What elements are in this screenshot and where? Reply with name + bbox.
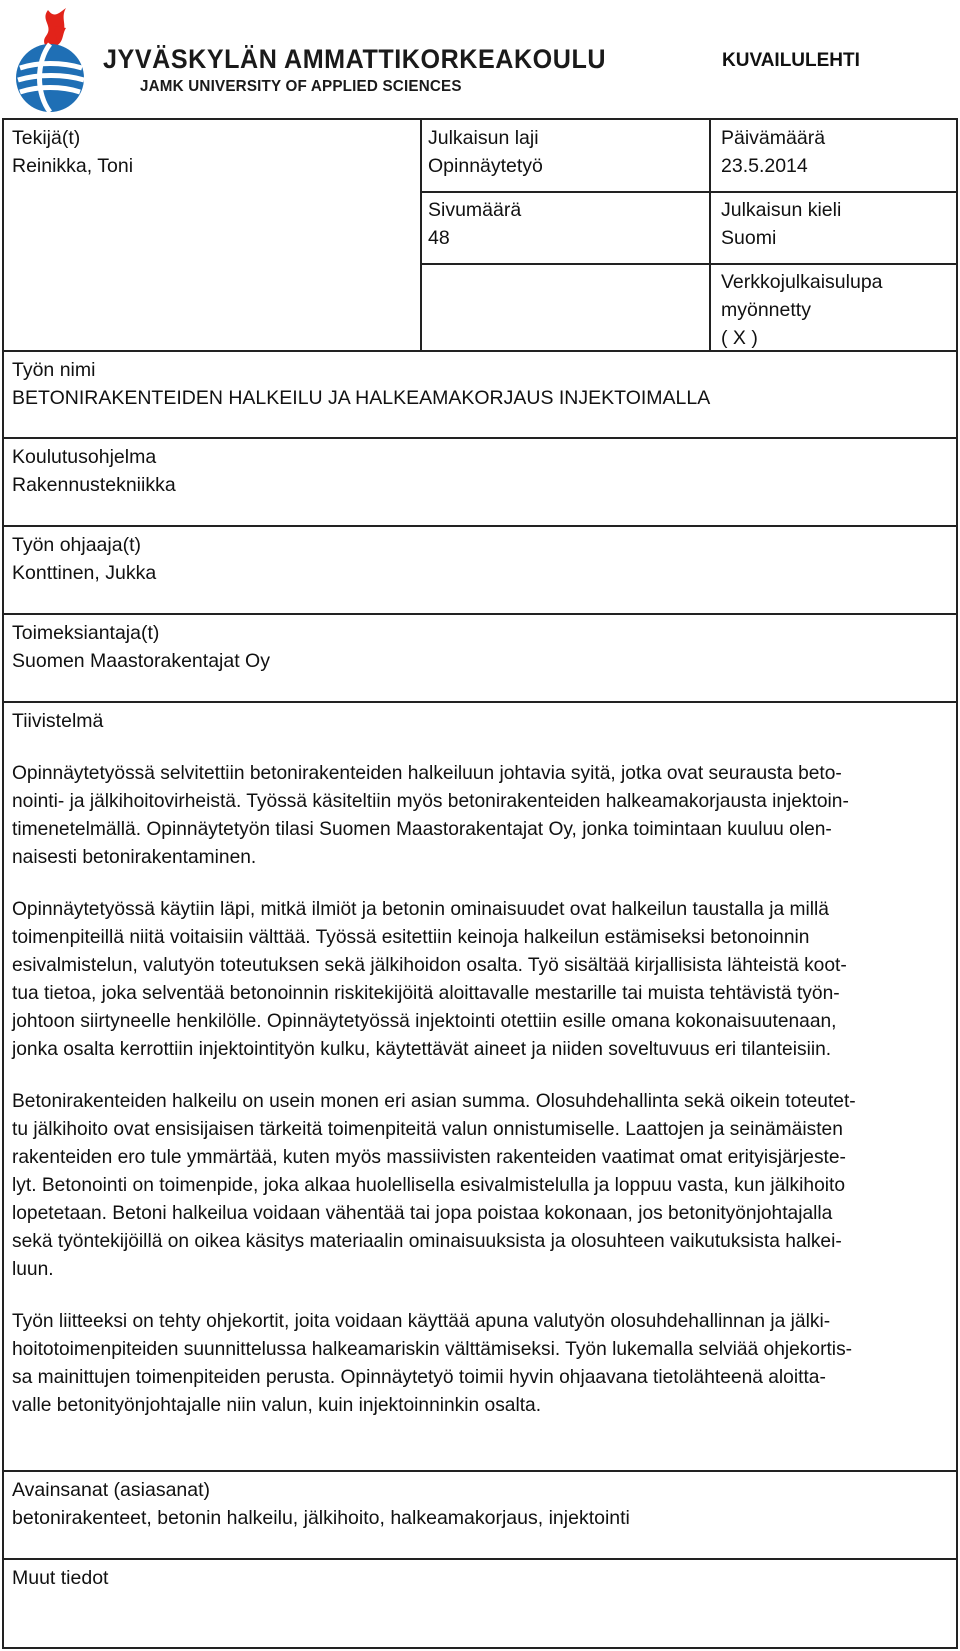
author-value: Reinikka, Toni — [12, 155, 134, 177]
abstract-line: timenetelmällä. Opinnäytetyön tilasi Suomen Maastorakentajat Oy, jonka toimintaan kuuluu olen- — [12, 819, 832, 840]
keywords-label: Avainsanat (asiasanat) — [12, 1479, 211, 1501]
commissioner-value: Suomen Maastorakentajat Oy — [12, 650, 270, 672]
commissioner-field — [12, 619, 270, 675]
logo-name-text: JYVÄSKYLÄN AMMATTIKORKEAKOULU — [103, 44, 607, 74]
other-info-label: Muut tiedot — [12, 1567, 109, 1589]
thesis-title-value: BETONIRAKENTEIDEN HALKEILU JA HALKEAMAKORJAUS INJEKTOIMALLA — [12, 387, 711, 409]
document-type-title: KUVAILULEHTI — [722, 50, 860, 71]
thesis-title-label: Työn nimi — [12, 359, 96, 381]
abstract-line: sekä työntekijöillä on oikea käsitys materiaalin ominaisuuksista ja olosuhteen vaikutuksista halkei- — [12, 1231, 842, 1252]
abstract-line: rakenteiden ero tule ymmärtää, kuten myös massiivisten rakenteiden vaatimat omat erityisjärjeste- — [12, 1147, 846, 1168]
programme-value: Rakennustekniikka — [12, 474, 176, 496]
publication-type-field — [428, 124, 543, 180]
abstract-line: lopetetaan. Betoni halkeilua voidaan vähentää tai jopa poistaa kokonaan, jos betonityönjohtajalla — [12, 1203, 833, 1224]
abstract-label: Tiivistelmä — [12, 710, 104, 732]
abstract-line: tua tietoa, joka selventää betonoinnin riskitekijöitä aloittavalle mestarille tai muista tehtävistä työn- — [12, 983, 840, 1004]
abstract-line: Opinnäytetyössä selvitettiin betonirakenteiden halkeiluun johtavia syitä, jotka ovat seurausta beto- — [12, 763, 842, 784]
author-field — [12, 124, 133, 180]
abstract-line: Betonirakenteiden halkeilu on usein monen eri asian summa. Olosuhdehallinta sekä oikein toteutet- — [12, 1091, 856, 1112]
page-count-value: 48 — [428, 227, 450, 249]
online-publication-field — [721, 268, 883, 352]
date-value: 23.5.2014 — [721, 155, 808, 177]
abstract-line: nointi- ja jälkihoitovirheistä. Työssä käsiteltiin myös betonirakenteiden halkeamakorjausta injektoin- — [12, 791, 849, 812]
page-count-field — [428, 196, 521, 252]
supervisor-label: Työn ohjaaja(t) — [12, 534, 141, 556]
programme-label: Koulutusohjelma — [12, 446, 157, 468]
language-label: Julkaisun kieli — [721, 199, 842, 221]
abstract-line: luun. — [12, 1259, 54, 1280]
abstract-line: toimenpiteillä niitä voitaisiin välttää. Työssä esitettiin keinoja halkeilun estämiseksi betonoinnin — [12, 927, 810, 948]
language-value: Suomi — [721, 227, 777, 249]
abstract-line: hoitotoimenpiteiden suunnittelussa halkeamariskin välttämiseksi. Työn lukemalla selviää ohjekortis- — [12, 1339, 853, 1360]
programme-field — [12, 443, 176, 499]
supervisor-value: Konttinen, Jukka — [12, 562, 157, 584]
abstract-line: tu jälkihoito ovat ensisijaisen tärkeitä toimenpiteitä valun onnistumiselle. Laattojen ja seinämäisten — [12, 1119, 843, 1140]
abstract-line: esivalmistelun, valutyön toteutuksen sekä jälkihoidon osalta. Työ sisältää kirjallisista lähteistä koot- — [12, 955, 847, 976]
abstract-paragraph — [12, 760, 950, 872]
abstract-line: sa mainittujen toimenpiteiden perusta. Opinnäytetyö toimii hyvin ohjaavana tietolähteenä aloitta- — [12, 1367, 826, 1388]
publication-type-value: Opinnäytetyö — [428, 155, 543, 177]
abstract-line: Työn liitteeksi on tehty ohjekortit, joita voidaan käyttää apuna valutyön olosuhdehallinnan ja jälki- — [12, 1311, 831, 1332]
abstract-line: naisesti betonirakentaminen. — [12, 847, 257, 868]
date-field — [721, 124, 825, 180]
supervisor-field — [12, 531, 156, 587]
jamk-logo — [10, 6, 607, 118]
abstract-line: lyt. Betonointi on toimenpide, joka alkaa huolellisella esivalmistelulla ja loppuu vasta, kun jälkihoito — [12, 1175, 846, 1196]
online-publication-value: ( X ) — [721, 327, 758, 349]
page-count-label: Sivumäärä — [428, 199, 522, 221]
language-field — [721, 196, 841, 252]
abstract-body — [12, 760, 950, 1444]
date-label: Päivämäärä — [721, 127, 826, 149]
commissioner-label: Toimeksiantaja(t) — [12, 622, 160, 644]
online-publication-label-line2: myönnetty — [721, 299, 811, 321]
publication-type-label: Julkaisun laji — [428, 127, 539, 149]
jamk-emblem-icon — [10, 6, 110, 118]
author-label: Tekijä(t) — [12, 127, 81, 149]
abstract-paragraph — [12, 896, 950, 1064]
abstract-line: valle betonityönjohtajalle niin valun, kuin injektoinninkin osalta. — [12, 1395, 542, 1416]
abstract-line: jonka osalta kerrottiin injektointityön kulku, käytettävät aineet ja niiden soveltuvuus eri tilanteisiin. — [12, 1039, 832, 1060]
abstract-line: Opinnäytetyössä käytiin läpi, mitkä ilmiöt ja betonin ominaisuudet ovat halkeilun taustalla ja millä — [12, 899, 829, 920]
abstract-paragraph — [12, 1088, 950, 1284]
thesis-title-field — [12, 356, 710, 412]
online-publication-label-line1: Verkkojulkaisulupa — [721, 271, 883, 293]
keywords-value: betonirakenteet, betonin halkeilu, jälkihoito, halkeamakorjaus, injektointi — [12, 1507, 630, 1529]
keywords-field — [12, 1476, 630, 1532]
abstract-paragraph — [12, 1308, 950, 1420]
logo-subtitle-text: JAMK UNIVERSITY OF APPLIED SCIENCES — [140, 78, 462, 95]
abstract-line: johtoon siirtyneelle henkilölle. Opinnäytetyössä injektointi otettiin esille omana kokonaisuutenaan, — [12, 1011, 837, 1032]
